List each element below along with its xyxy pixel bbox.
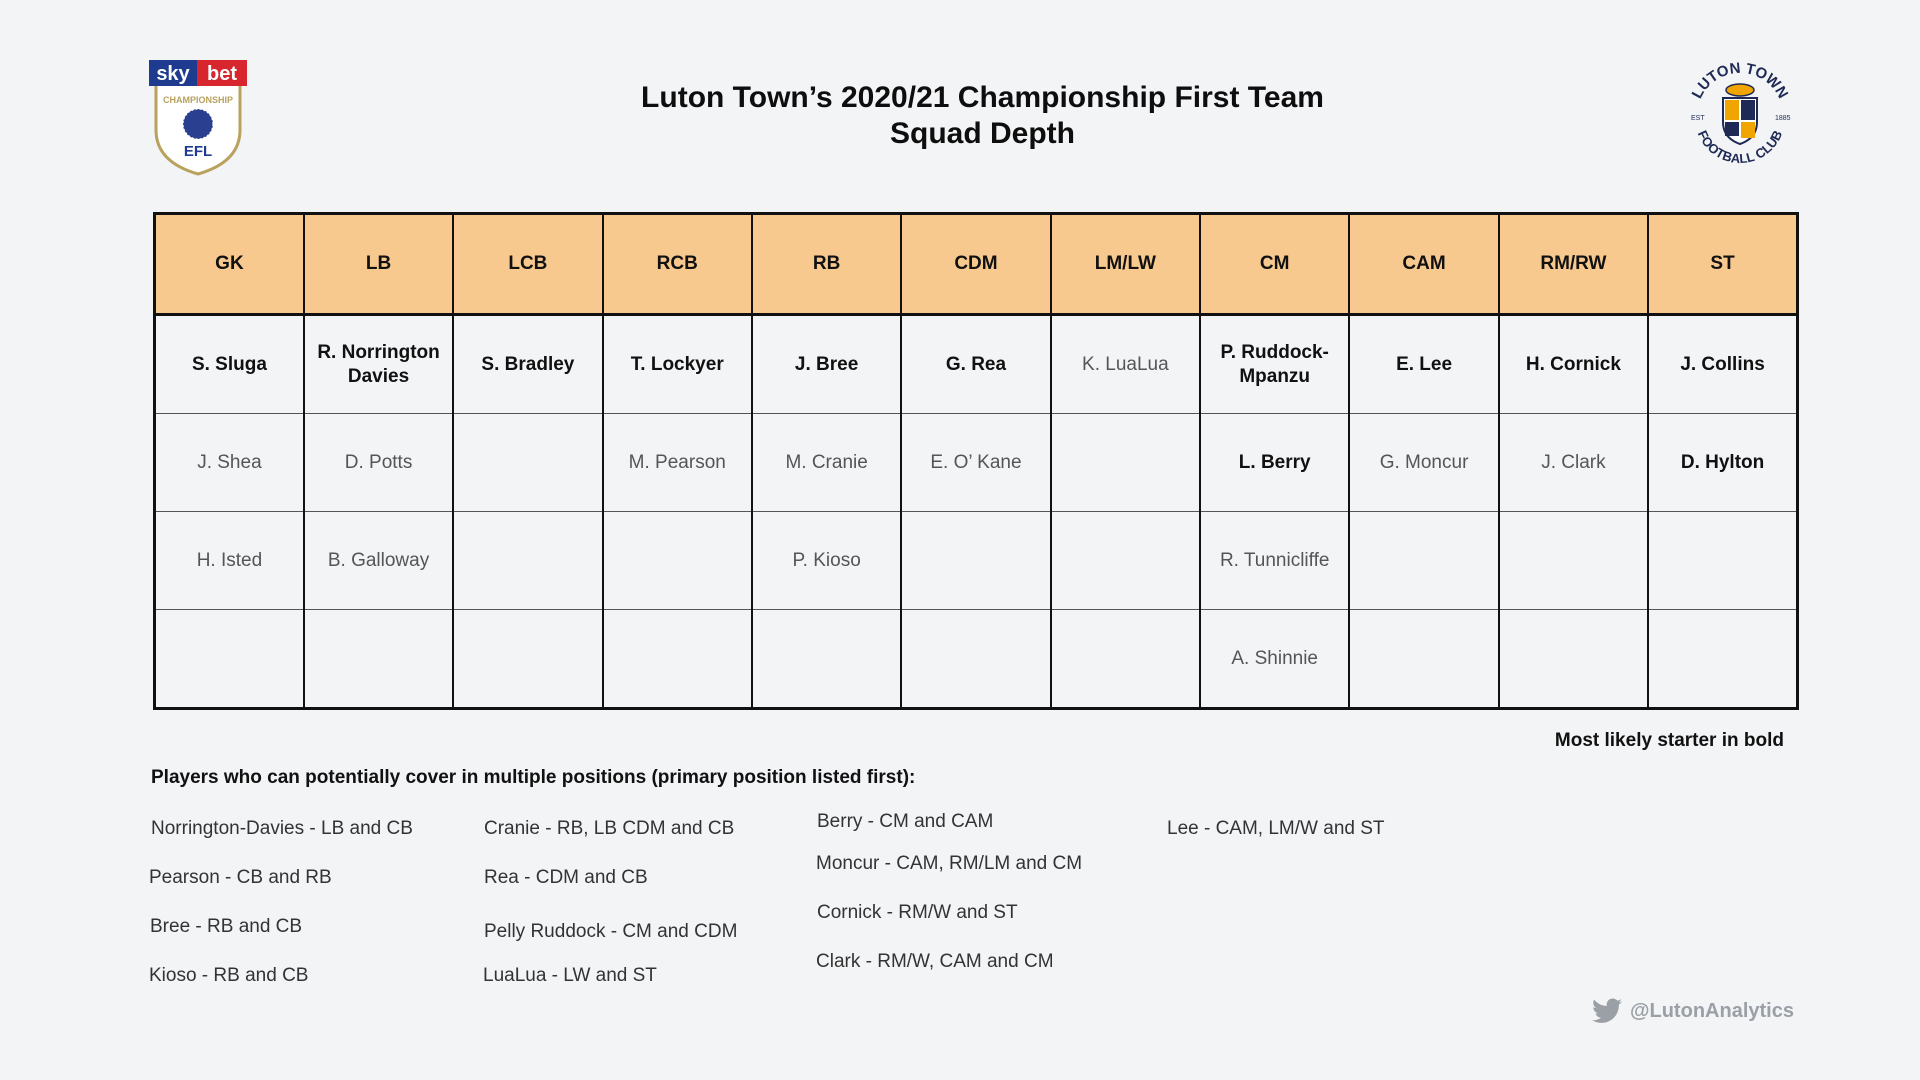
efl-sky-text: sky [156,63,190,85]
col-header-lcb: LCB [453,214,602,315]
table-cell [1499,610,1648,709]
table-cell [1051,512,1200,610]
col-header-lb: LB [304,214,453,315]
table-cell: J. Clark [1499,414,1648,512]
table-cell [1051,414,1200,512]
table-cell [1499,512,1648,610]
table-cell: R. Norrington Davies [304,315,453,414]
table-row [155,414,1798,512]
table-cell: M. Pearson [603,414,752,512]
twitter-handle[interactable] [1592,998,1794,1024]
col-header-lm-lw: LM/LW [1051,214,1200,315]
squad-depth-table [153,212,1799,710]
cover-item: Moncur - CAM, RM/LM and CM [816,853,1083,874]
table-cell: S. Sluga [155,315,304,414]
table-cell [752,610,901,709]
table-cell: H. Cornick [1499,315,1648,414]
efl-text: EFL [183,143,213,160]
cover-heading: Players who can potentially cover in multiple positions (primary position listed first): [151,767,916,788]
table-cell: T. Lockyer [603,315,752,414]
title-line-1: Luton Town’s 2020/21 Championship First Team [641,81,1324,114]
table-cell [453,414,602,512]
twitter-handle-text: @LutonAnalytics [1630,999,1794,1022]
table-cell [901,512,1050,610]
table-cell [603,512,752,610]
table-cell: E. O’ Kane [901,414,1050,512]
cover-item: Pelly Ruddock - CM and CDM [484,921,738,942]
table-cell: H. Isted [155,512,304,610]
crest-year-text: 1885 [1775,115,1791,122]
cover-item: Norrington-Davies - LB and CB [151,818,413,839]
table-cell: D. Hylton [1648,414,1797,512]
table-cell: R. Tunnicliffe [1200,512,1349,610]
table-cell: G. Rea [901,315,1050,414]
table-header-row [155,214,1798,315]
crest-bottom-text: FOOTBALL CLUB [1694,128,1786,167]
table-cell [901,610,1050,709]
table-cell [603,610,752,709]
cover-item: Rea - CDM and CB [484,867,648,888]
col-header-st: ST [1648,214,1797,315]
table-cell: E. Lee [1349,315,1498,414]
table-row [155,610,1798,709]
page-title [460,80,1505,152]
efl-championship-text: CHAMPIONSHIP [162,95,234,105]
efl-championship-logo [148,50,248,178]
col-header-gk: GK [155,214,304,315]
crest-est-text: EST [1691,115,1705,122]
cover-item: Cornick - RM/W and ST [817,902,1018,923]
col-header-rb: RB [752,214,901,315]
table-cell: K. LuaLua [1051,315,1200,414]
cover-item: Clark - RM/W, CAM and CM [816,951,1054,972]
efl-bet-text: bet [207,63,237,85]
table-cell [1648,512,1797,610]
cover-item: Lee - CAM, LM/W and ST [1167,818,1385,839]
table-cell: B. Galloway [304,512,453,610]
table-cell [1648,610,1797,709]
cover-item: Kioso - RB and CB [149,965,309,986]
starter-note: Most likely starter in bold [1554,730,1784,751]
table-body [155,315,1798,709]
title-line-2: Squad Depth [890,117,1075,150]
cover-item: Pearson - CB and RB [149,867,332,888]
luton-town-crest [1681,56,1799,174]
col-header-rcb: RCB [603,214,752,315]
col-header-cdm: CDM [901,214,1050,315]
table-cell [1051,610,1200,709]
table-cell [453,610,602,709]
table-cell: G. Moncur [1349,414,1498,512]
table-cell [1349,610,1498,709]
cover-item: Bree - RB and CB [150,916,303,937]
cover-item: LuaLua - LW and ST [483,965,657,986]
table-row [155,512,1798,610]
twitter-bird-icon [1592,998,1622,1024]
cover-item: Cranie - RB, LB CDM and CB [484,818,735,839]
col-header-cm: CM [1200,214,1349,315]
table-cell: S. Bradley [453,315,602,414]
table-cell: J. Bree [752,315,901,414]
table-cell: L. Berry [1200,414,1349,512]
table-cell [453,512,602,610]
table-cell [155,610,304,709]
table-cell: P. Ruddock-Mpanzu [1200,315,1349,414]
table-cell [304,610,453,709]
table-cell: A. Shinnie [1200,610,1349,709]
table-cell: J. Collins [1648,315,1797,414]
crest-top-text: LUTON TOWN [1688,59,1792,102]
table-cell: P. Kioso [752,512,901,610]
col-header-cam: CAM [1349,214,1498,315]
table-cell: M. Cranie [752,414,901,512]
table-cell: J. Shea [155,414,304,512]
table-cell: D. Potts [304,414,453,512]
col-header-rm-rw: RM/RW [1499,214,1648,315]
table-row [155,315,1798,414]
table-cell [1349,512,1498,610]
cover-item: Berry - CM and CAM [817,811,994,832]
